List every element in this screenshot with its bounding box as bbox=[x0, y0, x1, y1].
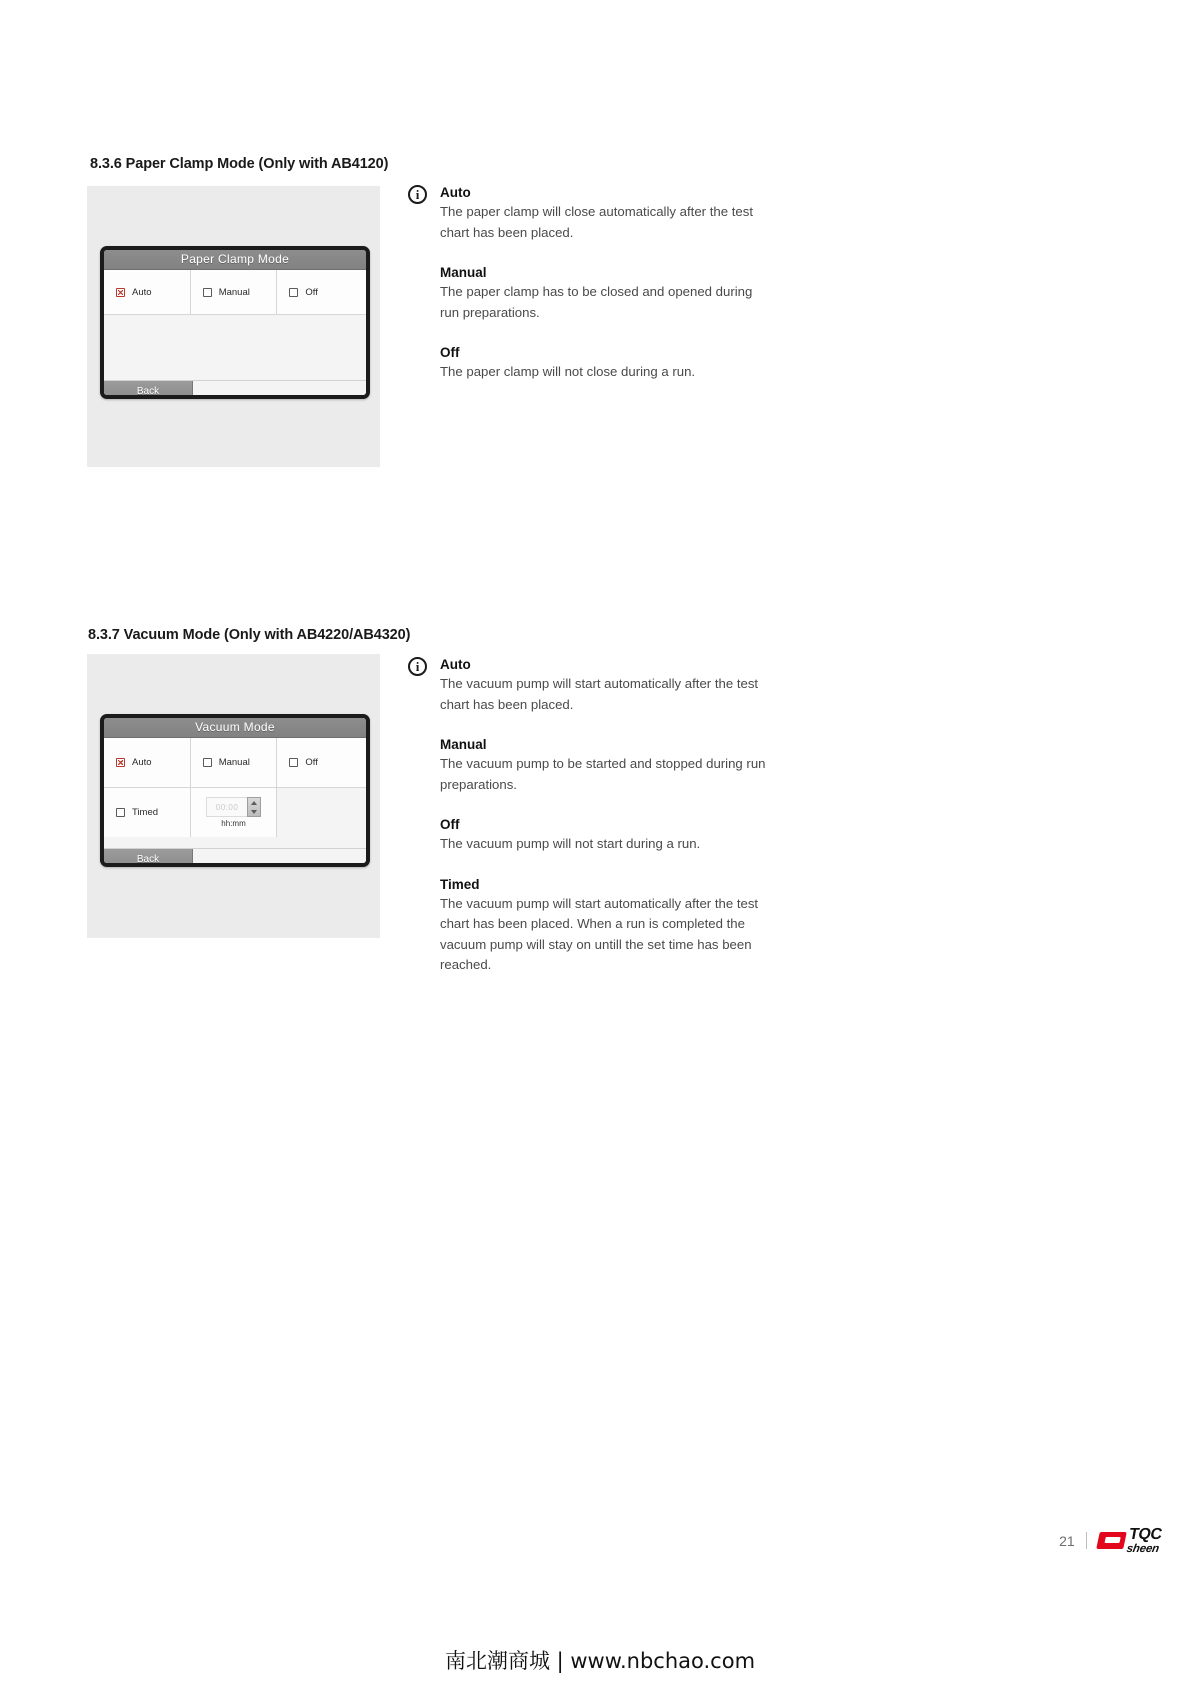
time-input[interactable]: 00:00 bbox=[206, 797, 247, 817]
time-unit-label: hh:mm bbox=[221, 819, 246, 828]
screenshot-plate-paper-clamp bbox=[87, 186, 380, 467]
device-footer-paper-clamp bbox=[104, 380, 366, 399]
option-cell-off[interactable] bbox=[277, 270, 366, 314]
info-column-vacuum bbox=[415, 655, 770, 976]
definition-term: Off bbox=[440, 345, 460, 360]
option-cell-manual[interactable] bbox=[191, 738, 278, 787]
definition-term: Auto bbox=[440, 657, 471, 672]
section-heading-paper-clamp: 8.3.6 Paper Clamp Mode (Only with AB4120) bbox=[90, 156, 389, 172]
device-body-vacuum bbox=[104, 738, 366, 848]
back-button[interactable]: Back bbox=[104, 381, 193, 399]
definition-description: The paper clamp will close automatically after the test chart has been placed. bbox=[440, 204, 753, 240]
definition-description: The paper clamp will not close during a run. bbox=[440, 364, 696, 379]
option-cell-timed[interactable] bbox=[104, 788, 191, 837]
logo-mark-icon bbox=[1096, 1532, 1127, 1549]
device-title-paper-clamp: Paper Clamp Mode bbox=[104, 250, 366, 270]
tqc-sheen-logo bbox=[1098, 1525, 1163, 1556]
definition-block bbox=[440, 815, 770, 855]
option-cell-auto[interactable] bbox=[104, 270, 191, 314]
definition-description: The vacuum pump will not start during a run. bbox=[440, 836, 701, 851]
device-footer-vacuum bbox=[104, 848, 366, 867]
definition-description: The vacuum pump to be started and stopped during run preparations. bbox=[440, 756, 766, 792]
option-row-2 bbox=[104, 788, 366, 837]
device-title-vacuum: Vacuum Mode bbox=[104, 718, 366, 738]
spinner-up-icon[interactable] bbox=[251, 801, 257, 805]
option-label-auto: Auto bbox=[132, 757, 152, 768]
option-cell-off[interactable] bbox=[277, 738, 366, 787]
info-column-paper-clamp bbox=[415, 183, 770, 383]
option-label-manual: Manual bbox=[218, 286, 250, 298]
checkbox-auto-icon[interactable] bbox=[116, 758, 125, 767]
section-heading-vacuum: 8.3.7 Vacuum Mode (Only with AB4220/AB4320) bbox=[88, 627, 411, 643]
definition-block bbox=[440, 343, 770, 383]
footer-divider bbox=[1086, 1532, 1087, 1549]
device-panel-vacuum bbox=[100, 714, 370, 867]
option-label-manual: Manual bbox=[218, 757, 250, 768]
info-icon: i bbox=[408, 657, 427, 676]
definition-description: The paper clamp has to be closed and opened during run preparations. bbox=[440, 284, 753, 320]
option-label-timed: Timed bbox=[132, 807, 159, 818]
spinner-down-icon[interactable] bbox=[251, 810, 257, 814]
watermark-text: 南北潮商城 | www.nbchao.com bbox=[444, 1649, 756, 1673]
option-row-1 bbox=[104, 270, 366, 315]
checkbox-timed-icon[interactable] bbox=[116, 808, 125, 817]
checkbox-off-icon[interactable] bbox=[289, 758, 298, 767]
definition-block bbox=[440, 655, 770, 715]
definition-term: Manual bbox=[440, 737, 487, 752]
logo-wordmark bbox=[1125, 1527, 1162, 1556]
checkbox-off-icon[interactable] bbox=[289, 288, 298, 297]
definition-description: The vacuum pump will start automatically after the test chart has been placed. bbox=[440, 676, 759, 712]
logo-secondary-text: sheen bbox=[1125, 1542, 1160, 1555]
option-label-off: Off bbox=[305, 757, 318, 768]
device-panel-paper-clamp bbox=[100, 246, 370, 399]
checkbox-manual-icon[interactable] bbox=[203, 758, 212, 767]
checkbox-manual-icon[interactable] bbox=[203, 288, 212, 297]
option-cell-auto[interactable] bbox=[104, 738, 191, 787]
definition-block bbox=[440, 183, 770, 243]
time-spinner[interactable] bbox=[206, 797, 261, 817]
option-row-1 bbox=[104, 738, 366, 788]
definition-term: Manual bbox=[440, 265, 487, 280]
checkbox-auto-icon[interactable] bbox=[116, 288, 125, 297]
device-body-paper-clamp bbox=[104, 270, 366, 380]
definition-block bbox=[440, 735, 770, 795]
spinner-buttons[interactable] bbox=[247, 797, 261, 817]
option-label-off: Off bbox=[305, 286, 318, 298]
info-icon: i bbox=[408, 185, 427, 204]
empty-area bbox=[104, 315, 366, 375]
option-cell-manual[interactable] bbox=[191, 270, 278, 314]
definition-term: Off bbox=[440, 817, 460, 832]
back-button[interactable]: Back bbox=[104, 849, 193, 867]
page-footer bbox=[1059, 1525, 1163, 1556]
definition-term: Auto bbox=[440, 185, 471, 200]
page-number: 21 bbox=[1059, 1532, 1075, 1549]
empty-cell bbox=[277, 788, 366, 837]
definition-term: Timed bbox=[440, 876, 480, 892]
definition-description: The vacuum pump will start automatically after the test chart has been placed. When a run is completed the vacuum pump will stay on untill the set time has been reached. bbox=[440, 895, 759, 972]
definition-block bbox=[440, 263, 770, 323]
screenshot-plate-vacuum bbox=[87, 654, 380, 938]
timer-cell[interactable] bbox=[191, 788, 278, 837]
logo-primary-text: TQC bbox=[1127, 1525, 1163, 1543]
option-label-auto: Auto bbox=[132, 286, 152, 298]
definition-block bbox=[440, 875, 770, 976]
